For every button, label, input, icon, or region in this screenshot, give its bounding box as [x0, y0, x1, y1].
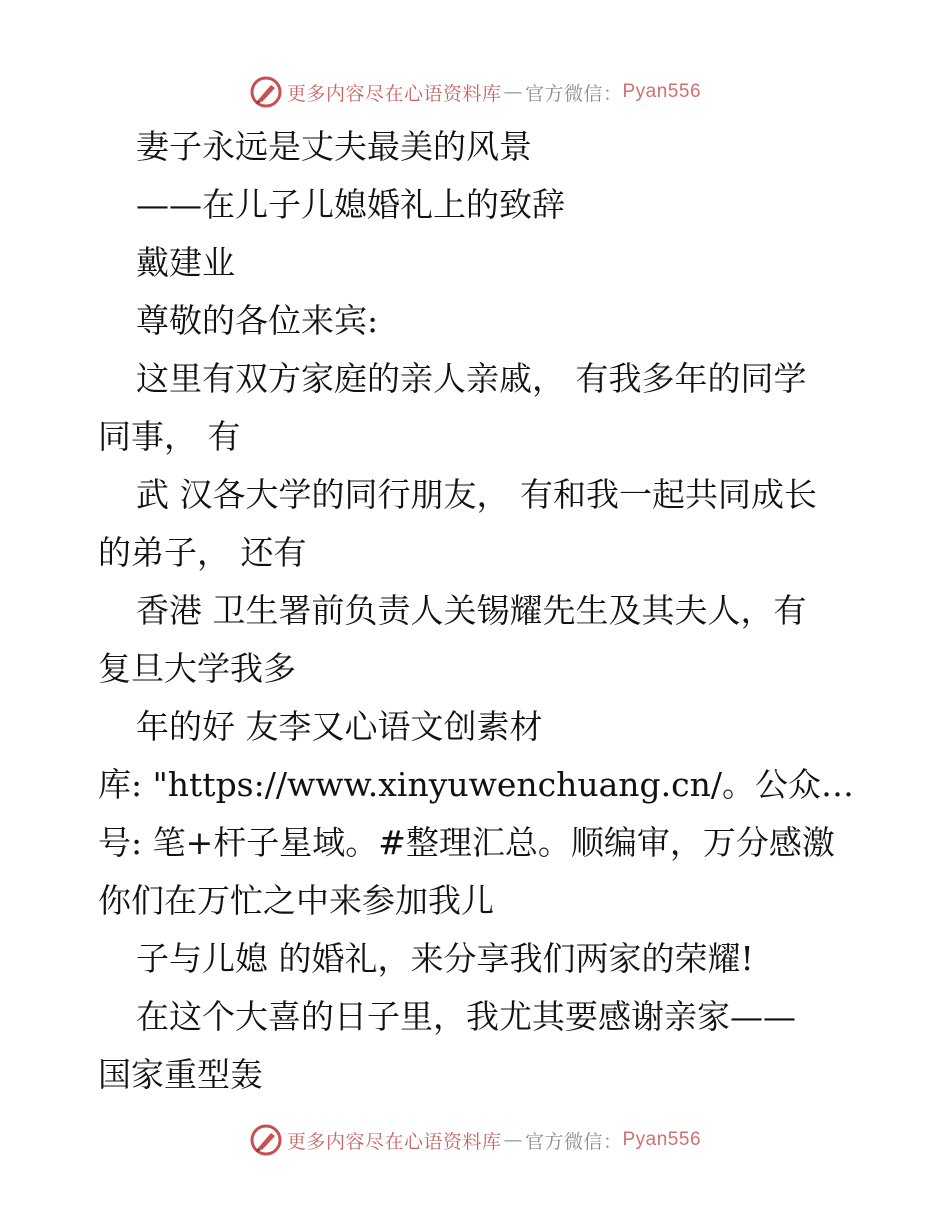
doc-line: 武 汉各大学的同行朋友， 有和我一起共同成长 — [136, 475, 817, 514]
doc-salutation: 尊敬的各位来宾: — [136, 301, 379, 340]
doc-title: 妻子永远是丈夫最美的风景 — [136, 127, 532, 166]
doc-line: 香港 卫生署前负责人关锡耀先生及其夫人，有 — [136, 591, 807, 630]
watermark-official-label: 官方微信： — [524, 1130, 623, 1153]
doc-author: 戴建业 — [136, 243, 235, 282]
document-body — [98, 118, 858, 1104]
pen-logo-icon — [249, 75, 283, 109]
doc-line: 年的好 友李又心语文创素材 — [136, 707, 543, 746]
doc-line: 库: "https://www.xinyuwenchuang.cn/。公众… — [98, 765, 855, 804]
doc-line: 号: 笔+杆子星域。#整理汇总。顺编审，万分感激 — [98, 823, 835, 862]
watermark-official-label: 官方微信： — [524, 82, 623, 105]
doc-line: 在这个大喜的日子里，我尤其要感谢亲家—— — [136, 997, 796, 1036]
header-watermark — [0, 72, 950, 112]
doc-line: 子与儿媳 的婚礼，来分享我们两家的荣耀! — [136, 939, 754, 978]
watermark-dash: — — [503, 81, 523, 103]
doc-line: 同事， 有 — [98, 417, 241, 456]
watermark-text: 更多内容尽在心语资料库 — [286, 82, 502, 105]
footer-watermark — [0, 1120, 950, 1160]
watermark-wechat-id: Pyan556 — [622, 81, 702, 102]
watermark-wechat-id: Pyan556 — [622, 1129, 702, 1150]
doc-subtitle: ——在儿子儿媳婚礼上的致辞 — [136, 185, 565, 224]
pen-logo-icon — [249, 1123, 283, 1157]
doc-line: 这里有双方家庭的亲人亲戚， 有我多年的同学 — [136, 359, 807, 398]
doc-line: 国家重型轰 — [98, 1055, 263, 1094]
doc-line: 你们在万忙之中来参加我儿 — [98, 881, 494, 920]
watermark-dash: — — [503, 1129, 523, 1151]
doc-line: 的弟子， 还有 — [98, 533, 307, 572]
doc-line: 复旦大学我多 — [98, 649, 296, 688]
watermark-text: 更多内容尽在心语资料库 — [286, 1130, 502, 1153]
